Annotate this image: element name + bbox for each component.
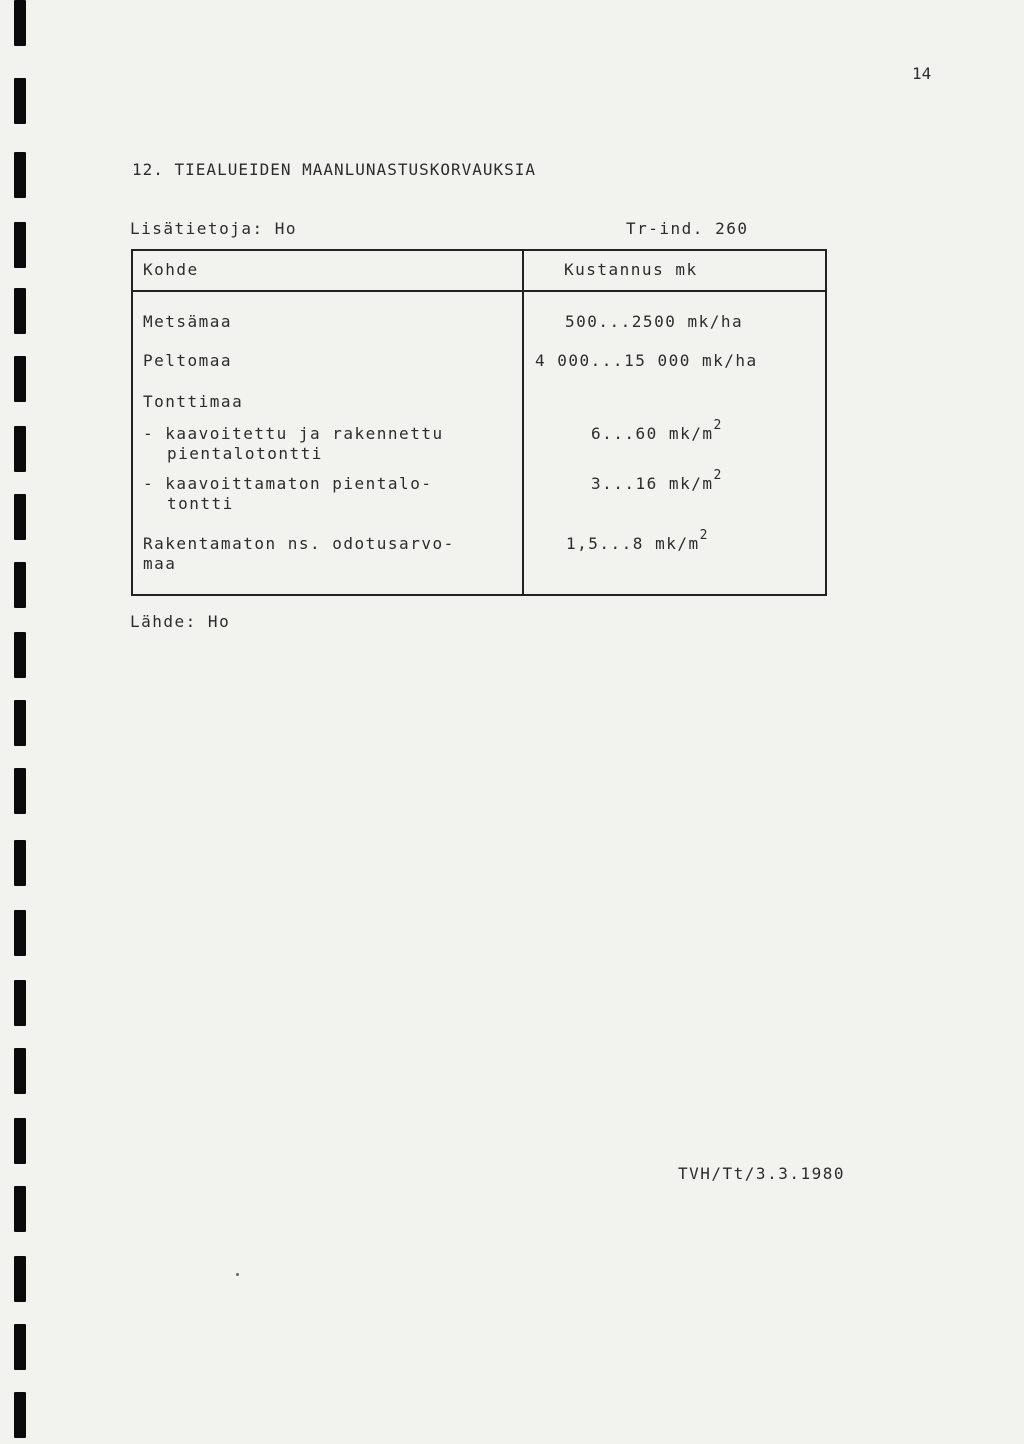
row-unzoned-value xyxy=(591,468,722,496)
binding-hole xyxy=(14,632,26,678)
binding-hole xyxy=(14,426,26,472)
row-zoned-label-1: - kaavoitettu ja rakennettu xyxy=(143,424,444,443)
paper-speck xyxy=(236,1273,239,1276)
binding-hole xyxy=(14,1186,26,1232)
source-note: Lähde: Ho xyxy=(130,612,231,631)
binding-hole xyxy=(14,562,26,608)
page-number: 14 xyxy=(912,64,932,83)
binding-hole xyxy=(14,356,26,402)
row-unzoned-value-text: 3...16 mk/m xyxy=(591,474,714,493)
compensation-table xyxy=(131,249,827,596)
binding-hole xyxy=(14,840,26,886)
header-cost: Kustannus mk xyxy=(564,260,698,279)
document-reference: TVH/Tt/3.3.1980 xyxy=(678,1164,845,1183)
binding-hole xyxy=(14,78,26,124)
column-divider xyxy=(522,251,524,594)
row-unbuilt-label-1: Rakentamaton ns. odotusarvo- xyxy=(143,534,455,553)
binding-hole xyxy=(14,700,26,746)
binding-holes xyxy=(14,0,28,1444)
header-subject: Kohde xyxy=(143,260,199,279)
binding-hole xyxy=(14,494,26,540)
row-unzoned-label-2: tontti xyxy=(167,494,234,513)
row-plot-heading: Tonttimaa xyxy=(143,392,244,411)
row-unzoned-exponent: 2 xyxy=(713,468,722,483)
row-unzoned-label-1: - kaavoittamaton pientalo- xyxy=(143,474,433,493)
info-label: Lisätietoja: Ho xyxy=(130,219,297,238)
row-zoned-exponent: 2 xyxy=(713,418,722,433)
row-zoned-value xyxy=(591,418,722,446)
binding-hole xyxy=(14,768,26,814)
row-zoned-value-text: 6...60 mk/m xyxy=(591,424,714,443)
row-unbuilt-value xyxy=(566,528,708,556)
row-zoned-label-2: pientalotontti xyxy=(167,444,323,463)
binding-hole xyxy=(14,1392,26,1438)
row-forest-label: Metsämaa xyxy=(143,312,233,331)
binding-hole xyxy=(14,1118,26,1164)
row-field-value: 4 000...15 000 mk/ha xyxy=(535,351,758,370)
row-unbuilt-exponent: 2 xyxy=(699,528,708,543)
binding-hole xyxy=(14,1324,26,1370)
row-field-label: Peltomaa xyxy=(143,351,233,370)
header-divider xyxy=(133,290,825,292)
binding-hole xyxy=(14,152,26,198)
binding-hole xyxy=(14,0,26,46)
binding-hole xyxy=(14,980,26,1026)
binding-hole xyxy=(14,288,26,334)
row-unbuilt-label-2: maa xyxy=(143,554,177,573)
binding-hole xyxy=(14,222,26,268)
row-unbuilt-value-text: 1,5...8 mk/m xyxy=(566,534,700,553)
binding-hole xyxy=(14,1048,26,1094)
page-title: 12. TIEALUEIDEN MAANLUNASTUSKORVAUKSIA xyxy=(132,160,537,179)
index-label: Tr-ind. 260 xyxy=(626,219,749,238)
row-forest-value: 500...2500 mk/ha xyxy=(565,312,744,331)
binding-hole xyxy=(14,910,26,956)
binding-hole xyxy=(14,1256,26,1302)
